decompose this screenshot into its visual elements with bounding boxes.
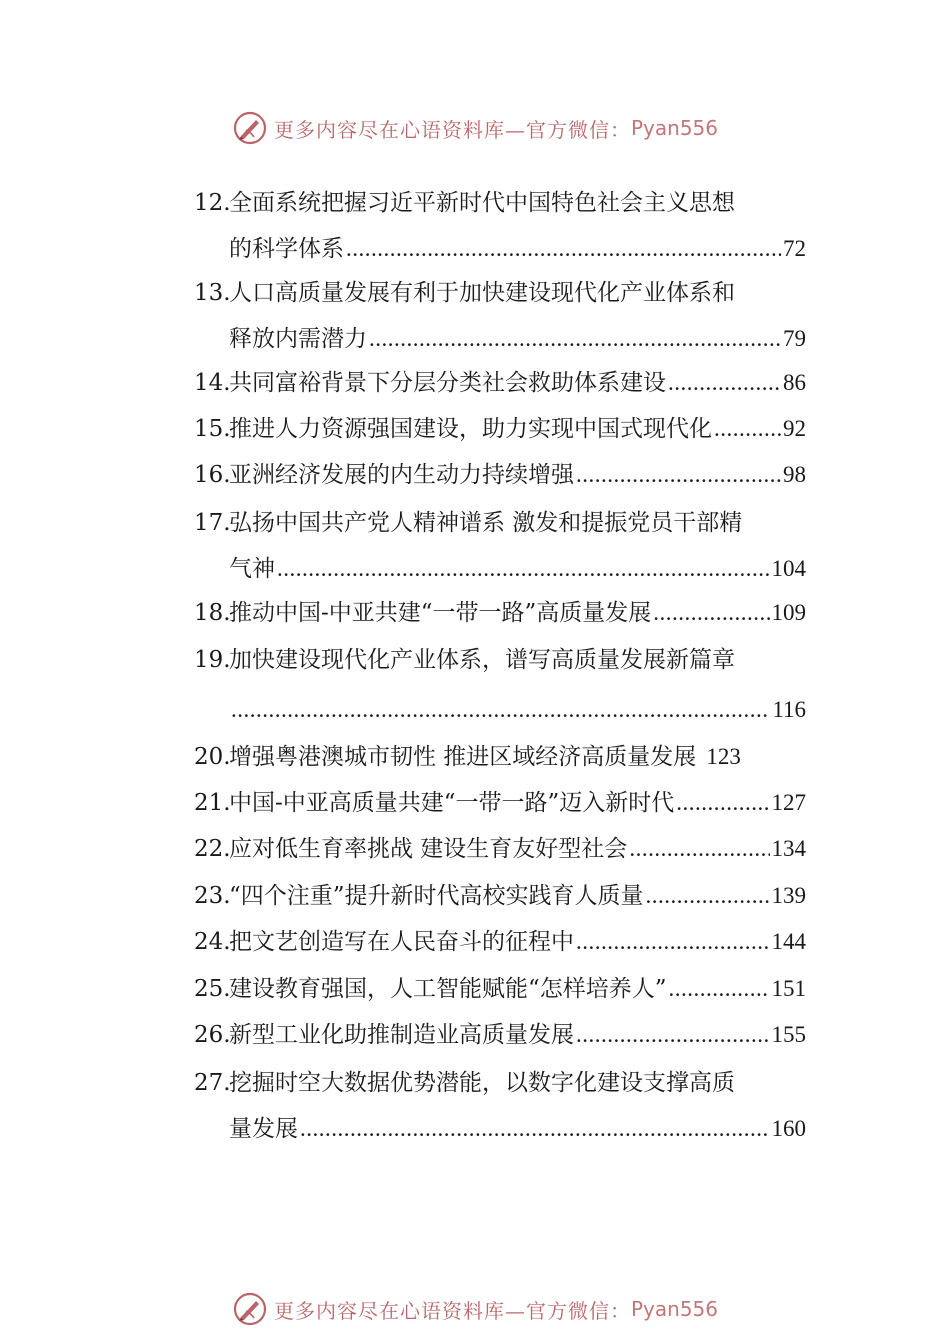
toc-number: 25. [194, 976, 231, 1002]
toc-title: 弘扬中国共产党人精神谱系 激发和提振党员干部精 [229, 510, 743, 536]
toc-page-number: 134 [771, 836, 806, 861]
toc-entry-23[interactable] [194, 873, 806, 919]
toc-title: 加快建设现代化产业体系，谱写高质量发展新篇章 [229, 647, 735, 673]
toc-title: 共同富裕背景下分层分类社会救助体系建设 [229, 370, 666, 396]
toc-number: 23. [194, 883, 231, 909]
toc-title: 中国-中亚高质量共建“一带一路”迈入新时代 [229, 790, 675, 816]
toc-leader-dots [669, 966, 770, 1012]
toc-number: 18. [194, 600, 231, 626]
toc-leader-dots [369, 316, 781, 362]
toc-page-number: 86 [783, 370, 806, 395]
toc-page-number: 155 [771, 1022, 806, 1047]
toc-number: 17. [194, 510, 231, 536]
toc-leader-dots [576, 452, 781, 498]
toc-page-number: 144 [771, 929, 806, 954]
toc-title: 亚洲经济发展的内生动力持续增强 [229, 462, 574, 488]
footer-watermark [0, 1287, 950, 1331]
toc-entry-20[interactable] [194, 734, 806, 780]
toc-leader-dots [300, 1106, 770, 1152]
toc-number: 22. [194, 836, 231, 862]
toc-entry-26[interactable] [194, 1012, 806, 1058]
toc-leader-dots [346, 226, 781, 272]
toc-title: 把文艺创造写在人民奋斗的征程中 [229, 929, 574, 955]
toc-entry-13[interactable] [194, 270, 806, 362]
toc-number: 12. [194, 190, 231, 216]
toc-entry-24[interactable] [194, 919, 806, 965]
toc-title: 推进人力资源强国建设，助力实现中国式现代化 [229, 416, 712, 442]
toc-title: “四个注重”提升新时代高校实践育人质量 [229, 883, 644, 909]
toc-entry-12[interactable] [194, 180, 806, 272]
toc-page-number: 79 [783, 326, 806, 351]
toc-page-number: 104 [771, 556, 806, 581]
toc-page-number: 98 [783, 462, 806, 487]
toc-number: 21. [194, 790, 231, 816]
toc-title-cont: 释放内需潜力 [229, 326, 367, 352]
toc-page-number: 151 [771, 976, 806, 1001]
toc-entry-27[interactable] [194, 1060, 806, 1152]
pen-logo-icon [232, 110, 268, 146]
toc-leader-dots [576, 919, 770, 965]
toc-number: 16. [194, 462, 231, 488]
toc-page-number: 109 [771, 600, 806, 625]
toc-leader-dots [629, 826, 769, 872]
toc-leader-dots [277, 546, 770, 592]
toc-leader-dots [231, 687, 770, 733]
toc-page-number: 72 [783, 236, 806, 261]
toc-leader-dots [714, 406, 781, 452]
toc-entry-18[interactable] [194, 590, 806, 636]
toc-number: 19. [194, 647, 231, 673]
toc-page-number: 116 [772, 697, 806, 722]
toc-title-cont: 的科学体系 [229, 236, 344, 262]
toc-leader-dots [576, 1012, 770, 1058]
toc-entry-16[interactable] [194, 452, 806, 498]
toc-page-number: 123 [706, 744, 741, 769]
toc-number: 27. [194, 1070, 231, 1096]
toc-leader-dots [646, 873, 770, 919]
toc-page-number: 92 [783, 416, 806, 441]
toc-page-number: 139 [771, 883, 806, 908]
toc-title: 应对低生育率挑战 建设生育友好型社会 [229, 836, 628, 862]
toc-number: 13. [194, 280, 231, 306]
header-watermark [0, 106, 950, 150]
toc-title: 挖掘时空大数据优势潜能，以数字化建设支撑高质 [229, 1070, 735, 1096]
footer-wechat-id: Pyan556 [630, 1297, 718, 1321]
toc-page-number: 127 [771, 790, 806, 815]
toc-title: 推动中国-中亚共建“一带一路”高质量发展 [229, 600, 652, 626]
toc-entry-14[interactable] [194, 360, 806, 406]
toc-title-cont: 量发展 [229, 1116, 298, 1142]
header-watermark-text: 更多内容尽在心语资料库—官方微信： [273, 117, 631, 142]
toc-title: 增强粤港澳城市韧性 推进区域经济高质量发展 [229, 744, 697, 770]
toc-page-number: 160 [771, 1116, 806, 1141]
toc-leader-dots [668, 360, 781, 406]
toc-number: 20. [194, 744, 231, 770]
footer-watermark-text: 更多内容尽在心语资料库—官方微信： [273, 1298, 631, 1323]
toc-title: 全面系统把握习近平新时代中国特色社会主义思想 [229, 190, 735, 216]
toc-leader-dots [676, 780, 769, 826]
toc-entry-25[interactable] [194, 966, 806, 1012]
toc-number: 24. [194, 929, 231, 955]
toc-number: 26. [194, 1022, 231, 1048]
toc-title: 新型工业化助推制造业高质量发展 [229, 1022, 574, 1048]
header-wechat-id: Pyan556 [630, 116, 718, 140]
toc-entry-19[interactable] [194, 637, 806, 733]
toc-entry-17[interactable] [194, 500, 806, 592]
toc-title: 人口高质量发展有利于加快建设现代化产业体系和 [229, 280, 735, 306]
toc-number: 15. [194, 416, 231, 442]
toc-title-cont: 气神 [229, 556, 275, 582]
toc-leader-dots [653, 590, 769, 636]
toc-entry-22[interactable] [194, 826, 806, 872]
toc-number: 14. [194, 370, 231, 396]
toc-entry-15[interactable] [194, 406, 806, 452]
toc-entry-21[interactable] [194, 780, 806, 826]
pen-logo-icon [232, 1291, 268, 1327]
toc-title: 建设教育强国，人工智能赋能“怎样培养人” [229, 976, 667, 1002]
